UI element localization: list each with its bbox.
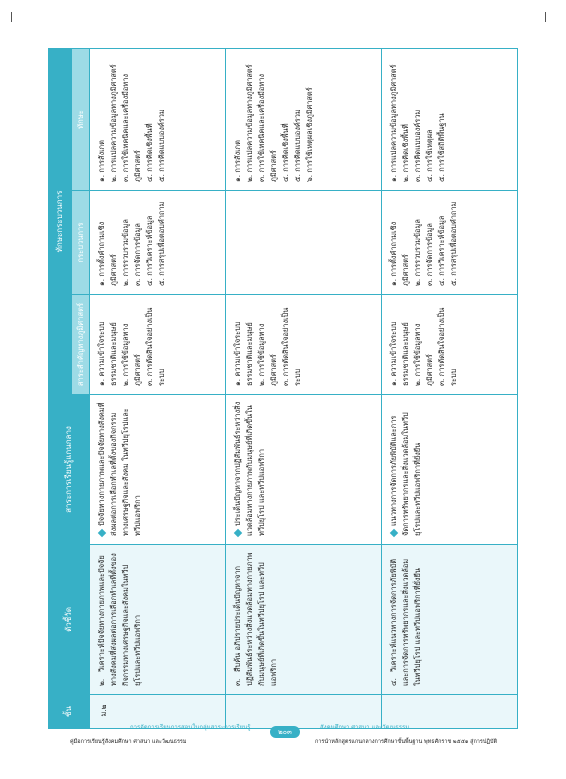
process-cell	[90, 191, 226, 295]
knowledge-item: ๓. การตัดสินใจอย่างเป็นระบบ	[281, 307, 303, 386]
process-item: ๔. การวิเคราะห์ข้อมูล	[145, 215, 154, 286]
knowledge-item: ๒. การใช้ข้อมูลทางภูมิศาสตร์	[257, 323, 279, 386]
indicator-cell	[381, 545, 517, 695]
skills-item: ๒. การแปลความข้อมูลทางภูมิศาสตร์	[245, 64, 255, 182]
knowledge-cell	[381, 295, 517, 395]
crop-mark-right	[545, 12, 546, 22]
indicator-text: วิเคราะห์แนวทางการจัดการภัยพิบัติและการจัดการทรัพยากรและสิ่งแวดล้อมในทวีปยุโรป และทวีปแอฟริกาที่ยั่งยืน	[388, 558, 422, 686]
header-group: ทักษะกระบวนการ	[49, 48, 72, 394]
skills-item: ๓. การใช้เทคนิคและเครื่องมือทางภูมิศาสตร์	[257, 74, 279, 182]
process-cell	[381, 191, 517, 295]
skills-item: ๔. การคิดเชิงพื้นที่	[145, 123, 154, 182]
process-item: ๓. การจัดการข้อมูล	[424, 223, 434, 286]
content-cell	[226, 395, 382, 545]
knowledge-item: ๑. ความเข้าใจระบบธรรมชาติและมนุษย์	[233, 321, 255, 386]
skills-item: ๑. การสังเกต	[97, 140, 106, 182]
skills-item: ๕. การคิดแบบองค์รวม	[293, 109, 303, 182]
diamond-bullet-icon	[390, 529, 398, 537]
process-item: ๕. การสรุปเพื่อตอบคำถาม	[448, 201, 458, 286]
indicator-text: สืบค้น อภิปรายประเด็นปัญหาจากปฏิสัมพันธ์ระหว่างสิ่งแวดล้อมทางกายภาพกับมนุษย์ที่เกิดขึ้นในทวีปยุโรป และทวีปแอฟริกา	[233, 552, 279, 686]
skills-item: ๕. การคิดแบบองค์รวม	[157, 109, 166, 182]
header-content: สาระการเรียนรู้แกนกลาง	[49, 395, 90, 545]
header-skills: ทักษะ	[72, 48, 90, 190]
header-indicator: ตัวชี้วัด	[49, 545, 90, 695]
header-knowledge: สาระสำคัญทางภูมิศาสตร์	[72, 295, 90, 395]
knowledge-cell	[226, 295, 382, 395]
indicator-text: วิเคราะห์ปัจจัยทางกายภาพและปัจจัยทางสังคมที่ส่งผลต่อการเลือกทำเลที่ตั้งของกิจกรรมทางเศรษฐกิจและสังคมในทวีปยุโรปและทวีปแอฟริกา	[97, 553, 142, 686]
header-process: กระบวนการ	[72, 191, 90, 295]
knowledge-item: ๒. การใช้ข้อมูลทางภูมิศาสตร์	[412, 323, 434, 386]
diamond-bullet-icon	[234, 529, 242, 537]
skills-item: ๔. การคิดเชิงพื้นที่	[281, 123, 291, 182]
curriculum-table	[48, 48, 518, 729]
table-row	[381, 48, 517, 728]
skills-item: ๕. การใช้สถิติพื้นฐาน	[436, 113, 446, 182]
process-item: ๒. การรวบรวมข้อมูล	[412, 219, 422, 286]
knowledge-item: ๒. การใช้ข้อมูลทางภูมิศาสตร์	[121, 323, 142, 386]
skills-cell	[381, 48, 517, 190]
footer-line-2a: คู่มือการเรียนรู้สังคมศึกษา ศาสนา และวัฒนธรรม	[70, 739, 187, 745]
crop-mark-left	[11, 12, 12, 22]
knowledge-item: ๓. การตัดสินใจอย่างเป็นระบบ	[436, 307, 458, 386]
content-cell	[381, 395, 517, 545]
footer-line-1a: การจัดการเรียนการสอนในกลุ่มสาระการเรียนรู้	[130, 724, 251, 731]
page-number: ๒๐๓	[270, 726, 300, 738]
diamond-bullet-icon	[98, 529, 106, 537]
skills-item: ๑. การสังเกต	[233, 140, 243, 182]
process-item: ๓. การจัดการข้อมูล	[133, 223, 142, 286]
process-item: ๑. การตั้งคำถามเชิงภูมิศาสตร์	[388, 221, 410, 286]
knowledge-cell	[90, 295, 226, 395]
content-text: ประเด็นปัญหาจากปฏิสัมพันธ์ระหว่างสิ่งแวดล้อมทางกายภาพกับมนุษย์ที่เกิดขึ้นในทวีปยุโรป และทวีปแอฟริกา	[233, 401, 267, 536]
process-item: ๔. การวิเคราะห์ข้อมูล	[436, 215, 446, 286]
process-cell	[226, 191, 382, 295]
process-item: ๒. การรวบรวมข้อมูล	[121, 219, 130, 286]
skills-item: ๒. การแปลความข้อมูลทางภูมิศาสตร์	[109, 64, 118, 182]
skills-item: ๓. การคิดแบบองค์รวม	[412, 109, 422, 182]
content-cell	[90, 395, 226, 545]
indicator-number: ๒.	[97, 678, 106, 686]
indicator-cell	[90, 545, 226, 695]
content-text: ปัจจัยทางกายภาพและปัจจัยทางสังคมที่ส่งผลต่อการเลือกทำเลที่ตั้งของกิจกรรมทางเศรษฐกิจและสังคม ในทวีปยุโรปและทวีปแอฟริกา	[97, 402, 142, 536]
rotated-page	[48, 49, 518, 729]
process-item: ๕. การสรุปเพื่อตอบคำถาม	[157, 201, 166, 286]
footer-line-2b: การนำหลักสูตรแกนกลางการศึกษาขั้นพื้นฐาน พุทธศักราช ๒๕๕๑ สู่การปฏิบัติ	[315, 739, 498, 745]
indicator-number: ๔.	[388, 678, 398, 686]
grade-label: ม.๒	[99, 704, 108, 717]
skills-item: ๑. การแปลความข้อมูลทางภูมิศาสตร์	[388, 64, 398, 182]
table-row	[90, 48, 226, 728]
table-row	[226, 48, 382, 728]
skills-cell	[90, 48, 226, 190]
knowledge-item: ๓. การตัดสินใจอย่างเป็นระบบ	[145, 307, 166, 386]
table-body	[90, 48, 518, 728]
skills-item: ๔. การใช้เหตุผล	[424, 129, 434, 182]
process-item: ๑. การตั้งคำถามเชิงภูมิศาสตร์	[97, 221, 118, 286]
skills-item: ๒. การคิดเชิงพื้นที่	[400, 124, 410, 182]
knowledge-item: ๑. ความเข้าใจระบบธรรมชาติและมนุษย์	[97, 321, 118, 386]
skills-cell	[226, 48, 382, 190]
header-grade: ชั้น	[49, 695, 90, 729]
indicator-number: ๓.	[233, 678, 243, 686]
page-footer	[70, 722, 540, 762]
skills-item: ๖. การใช้เหตุผลเชิงภูมิศาสตร์	[305, 87, 315, 182]
indicator-cell	[226, 545, 382, 695]
content-text: แนวทางการจัดการภัยพิบัติและการจัดการทรัพยากรและสิ่งแวดล้อมในทวีปยุโรปและทวีปแอฟริกาที่ยั่งยืน	[388, 412, 422, 536]
knowledge-item: ๑. ความเข้าใจระบบธรรมชาติและมนุษย์	[388, 321, 410, 386]
skills-item: ๓. การใช้เทคนิคและเครื่องมือทางภูมิศาสตร์	[121, 74, 142, 182]
footer-line-1b: สังคมศึกษา ศาสนา และวัฒนธรรม	[320, 724, 410, 731]
